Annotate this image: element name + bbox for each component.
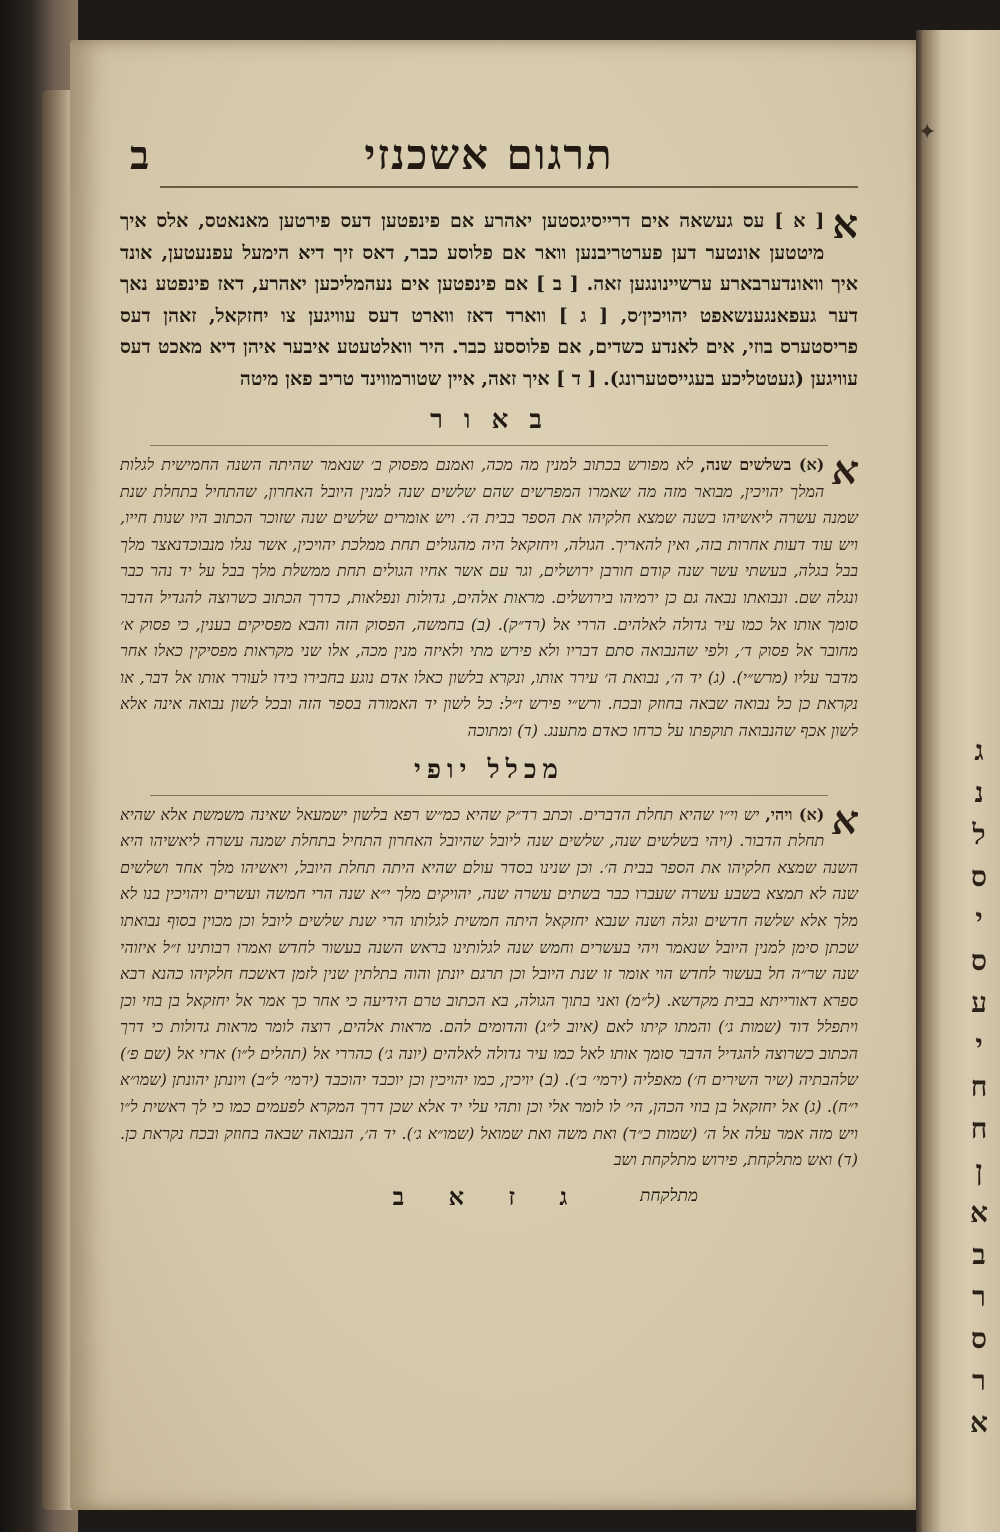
page-content (120, 120, 858, 1220)
facing-page-letter: ע (971, 986, 987, 1019)
mikhlal-text: יש וי״ו שהיא תחלת הדברים. וכתב רד״ק שהיא כמ״ש רפא בלשון ישמעאל שאינה משמשת אלא שהיא תחלת הדבור. (ויהי בשלשים שנה, שלשים שנה ליובל שהיובל האחרון התחיל בתחלת שמנה עשרה ליאשיהו היא השנה שמצא חלקיהו את הספר בבית ה׳. וכן שנינו בסדר עולם שהיא היתה תחלת היובל, ויאשיהו מלך אחד ושלשים שנה לא תמצא בשבע עשרה שעברו כבר בשתים עשרה שנה, יהויקים מלך י״א שנה הרי חמשה ועשרים ויהויכין בנו לא מלך אלא שלשה חדשים וגלה ושנה שנבא יחזקאל היתה חמשית לגלותו הרי שנת שלשים ליובל וכן מכוין בסוף נבואתו שכתן סימן למנין היובל שנאמר ויהי בעשרים וחמש שנה לגלותינו בראש השנה בעשור לחדש ואמרו רבותינו ז״ל איזוהי שנה שר״ה חל בעשור לחדש הוי אומר זו שנת היובל וכן תרגם יונתן והוה בתלתין שנין לזמן דאשכח חלקיהו כהנא רבא ספרא דאורייתא בבית מקדשא. (ל״מ) ואני בתוך הגולה, בא הכתוב טרם הידיעה כי אחר כך אמר אל יחזקאל בן בוזי וכן ויתפלל דוד (שמות ג׳) והמתו קיתו לאם (איוב ל״ג) והדומים להם. מראות אלהים, רוצה לומר מראות גדולות כי דרך הכתוב כשרוצה להגדיל הדבר סומך אותו לאל כמו עיר גדולה לאלהים (יונה ג׳) כהררי אל (תהלים ל״ו) ארזי אל (שם פ׳) שלהבתיה (שיר השירים ח׳) מאפליה (ירמי׳ ב׳). (ב) יויכין, כמו יהויכין וכן יוכבד יהוכבד (ירמי׳ ל״ב) ויונתן יהונתן (שמו״א י״ח). (ג) אל יחזקאל בן בוזי הכהן, הי׳ לו לומר אלי וכן ותהי עלי יד אלא שכן דרך המקרא לפעמים כמו כי לך ראשית ל״ו ויש מזה אמר עלה אל ה׳ (שמות כ״ד) ואת משה ואת שמואל (שמו״א ג׳). יד ה׳, הנבואה שבאה בחוזק ובכח נקראת כן. (ד) ואש מתלקחת, פירוש מתלקחת ושב (120, 804, 859, 1170)
commentary-text: לא מפורש בכתוב למנין מה מכה, ואמנם מפסוק ב׳ שנאמר שהיתה השנה החמישית לגלות המלך יהויכין, מבואר מזה מה שאמרו המפרשים שהם שלשים שנה למנין היובל האחרון, שהתחיל בתחלת שנת שמנה עשרה ליאשיהו בשנה שמצא חלקיהו את הספר בבית ה׳. ויש אומרים שלשים שנה שזוכר הכתוב היו שנות חייו, ויש עוד דעות אחרות בזה, ואין להאריך. הגולה, ויחזקאל היה מהגולים תחת ממלכת יהויכין, אשר נגלו מנבוכדנאצר מלך בבל בגלה, בעשתי עשר שנה קודם חורבן ירושלים, וגר עם אשר אחיו הגולים תחת ממשלת מלך בבל על יד נהר כבר ונגלה שם. ונבואתו נבאה גם כן ירמיהו בירושלים. מראות אלהים, גדולות ונפלאות, כדרך הכתוב כשרוצה להגדיל הדבר סומך אותו אל כמו עיר גדולה לאלהים. הררי אל (רד״ק). (ב) בחמשה, הפסוק הזה והבא מפסיקים בענין, כי פסוק א׳ מחובר אל פסוק ד׳, ולפי שהנבואה סתם דבריו ולא פירש מתי ולאיזה מנין מכה, אלו שני מקראות מפסיקין כאלו אחר מדבר עליו (מרש״י). (ג) יד ה׳, נבואת ה׳ עירר אותו, ונקרא בלשון כאלו אדם נוגע בחבירו בידו לעורר אותו אל דבר, או נקראת כן כל נבואה שבאה בחוזק ובכח. ורש״י פירש ז״ל: כל לשון יד האמורה בספר הזה ובכל לשון נבואה אינה אלא לשון אכף שהנבואה תוקפתו על כרחו כאדם מתענג. (ד) ומתוכה (120, 455, 859, 740)
facing-page-letter: ג (974, 734, 984, 767)
commentary-rule (150, 445, 828, 446)
mikhlal-rule (150, 795, 828, 796)
folio-letter: ב (130, 132, 150, 179)
catchline (120, 1180, 858, 1220)
commentary-lead: (א) בשלשים שנה, (700, 455, 825, 474)
commentary-block (120, 447, 859, 745)
binding-thread-mark: ✦ (918, 120, 937, 145)
facing-page-letter: ל (972, 818, 986, 851)
signature-marks: ג ז (508, 1181, 586, 1211)
facing-page-letter: נ (974, 776, 984, 809)
facing-page-letter: ס (971, 860, 987, 893)
facing-page-letter: ח (970, 1112, 988, 1145)
translation-text: [ א ] עס געשאה אים דרייסיגסטען יאהרע אם פינפטען דעס פירטען מאנאטס, אלס איך מיטטען אונטער דען פערטריבנען וואר אם פלוסע כבר, דאס זיך דיא הימעל עפנעטען, אונד איך וואונדערבארע ערשיינונגען זאה. [ ב ] אם פינפטען אים נעהמליכען יאהרע, דאז פינפטע נאך דער געפאנגענשאפט יהויכין׳ס, [ ג ] ווארד דאז ווארט דעס עוויגען צו יחזקאל, זאהן דעס פריסטערס בוזי, אים לאנדע כשדים, אם פלוססע כבר. היר וואלטעטע איבער איהן דיא מאכט דעס עוויגען (געטטליכע בעגייסטערונג). [ ד ] איך זאה, איין שטורמווינד טריב פאן מיטה (120, 210, 858, 390)
facing-page-letter: א (970, 1406, 988, 1439)
signature-mark (120, 1182, 858, 1212)
page-header (120, 120, 858, 200)
mikhlal-block (120, 796, 859, 1174)
facing-page-letter: ר (972, 1280, 986, 1313)
commentary-initial: א (832, 447, 858, 494)
facing-page-letter: ר (972, 1364, 986, 1397)
page-stack-edge (42, 90, 72, 1510)
running-title: תרגום אשכנזי (364, 130, 614, 179)
mikhlal-initial: א (832, 796, 858, 844)
facing-page-letter: ב (972, 1238, 986, 1271)
facing-page-letter: ן (975, 1154, 983, 1187)
mikhlal-heading: מכלל יופי (414, 754, 564, 785)
signature-letters: א ב (392, 1181, 482, 1211)
facing-page-letter: ס (971, 1322, 987, 1355)
facing-page-letter: י (975, 902, 983, 935)
header-rule (160, 186, 858, 188)
commentary-heading: ב א ו ר (430, 405, 548, 435)
facing-page-letter: ח (970, 1070, 988, 1103)
facing-page-letter: א (970, 1196, 988, 1229)
facing-page-letter: י (975, 1028, 983, 1061)
mikhlal-paragraph (120, 796, 859, 1174)
commentary-paragraph (120, 447, 859, 745)
facing-page-edge (922, 30, 1000, 1532)
translation-initial: א (832, 201, 858, 248)
mikhlal-lead: (א) ויהי, (765, 804, 825, 824)
catchword: מתלקחת (640, 1185, 698, 1206)
facing-page-letters (964, 730, 994, 1444)
facing-page-letter: ס (971, 944, 987, 977)
translation-block (120, 201, 858, 395)
translation-paragraph (120, 201, 858, 395)
